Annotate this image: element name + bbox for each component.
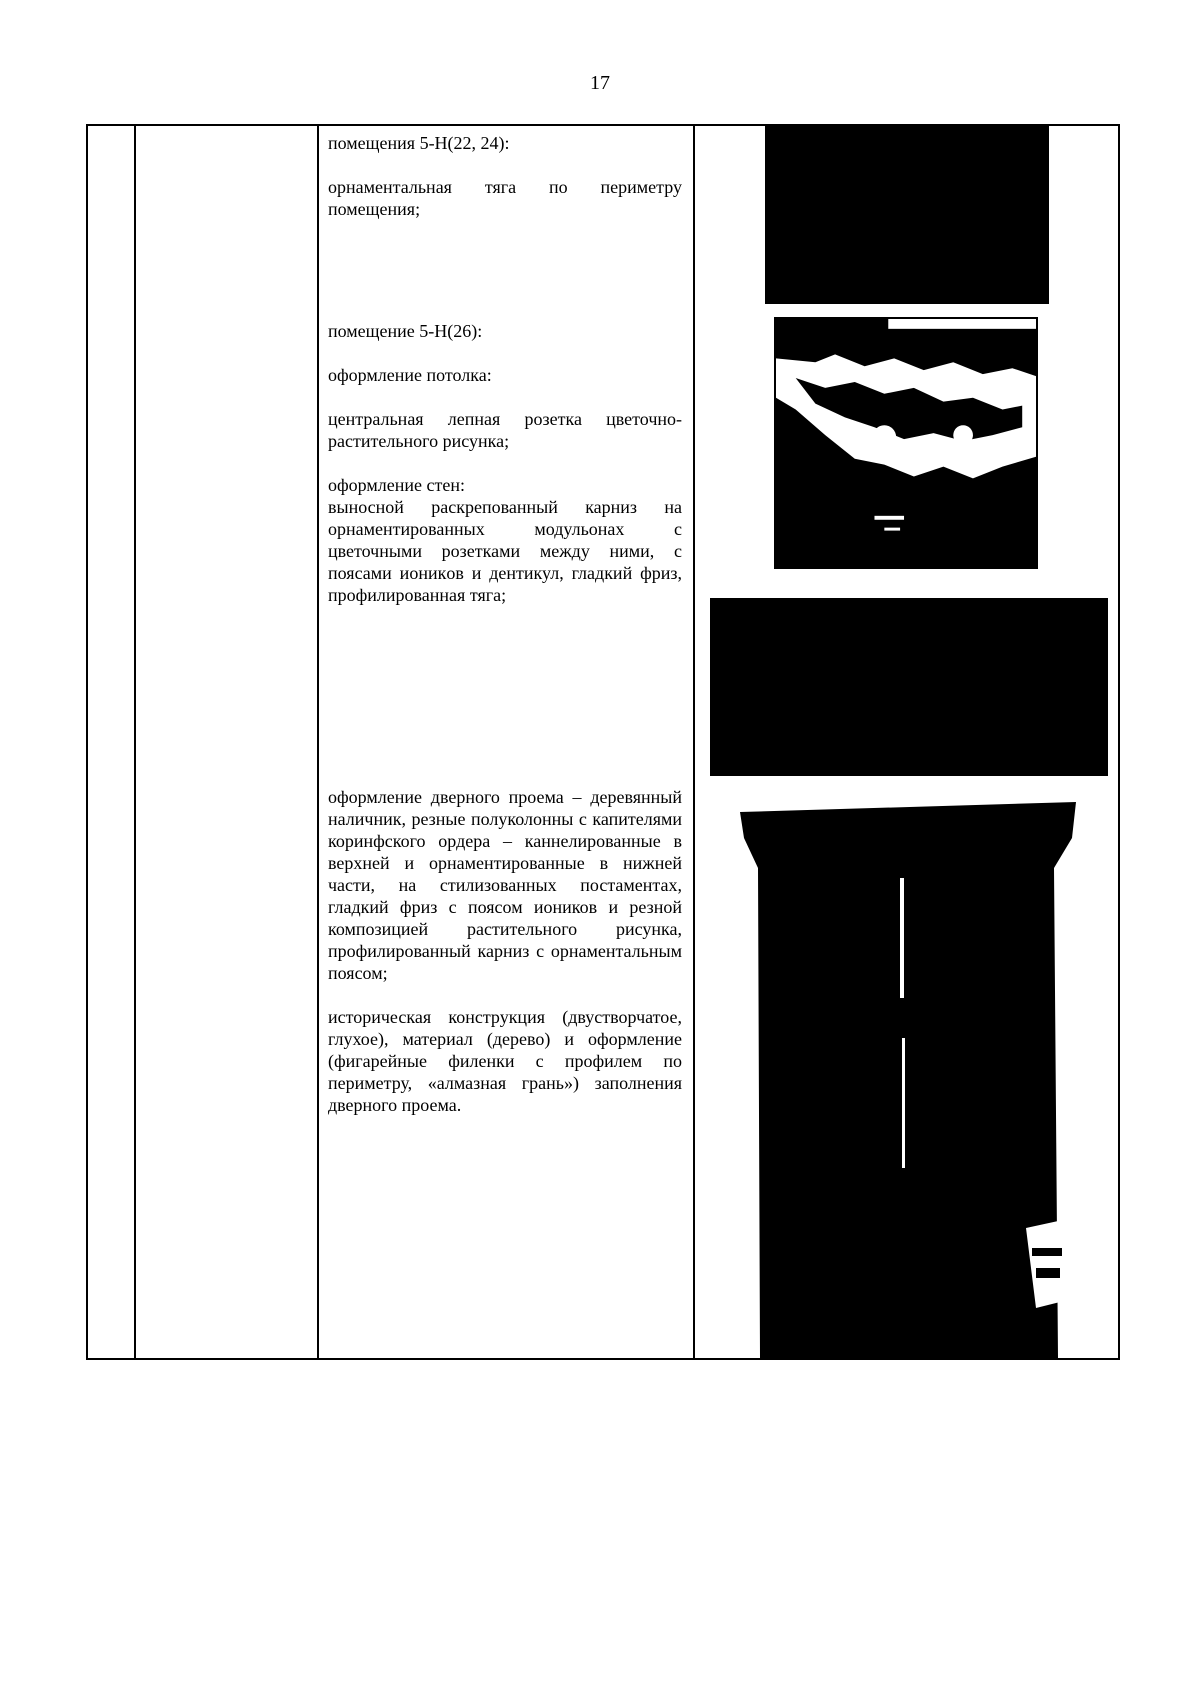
door-decoration-item: оформление дверного проема – деревянный наличник, резные полуколонны с капителями коринфского ордера – каннелированные в верхней и орнаментированные в нижней части, на стилизованных постаментах, гладкий фриз с поясом иоников и резной композицией растительного рисунка, профилированный карниз с орнаментальным поясом;	[328, 787, 682, 983]
section-2-text	[328, 320, 682, 606]
section-1-heading: помещения 5-Н(22, 24):	[328, 133, 510, 153]
section-1-item: орнаментальная тяга по периметру помещения;	[328, 177, 682, 219]
ceiling-heading: оформление потолка:	[328, 365, 492, 385]
section-1-text	[328, 132, 682, 220]
section-2-heading: помещение 5-Н(26):	[328, 321, 483, 341]
photo-doorway	[736, 798, 1080, 1358]
ceiling-item: центральная лепная розетка цветочно-растительного рисунка;	[328, 409, 682, 451]
column-divider-3	[693, 126, 695, 1358]
column-divider-2	[317, 126, 319, 1358]
page-number: 17	[590, 72, 610, 94]
walls-item: выносной раскрепованный карниз на орнаментированных модульонах с цветочными розетками между ними, с поясами ионикoв и дентикул, гладкий фриз, профилированная тяга;	[328, 497, 682, 605]
doorway-image	[736, 798, 1080, 1358]
protected-items-table	[86, 124, 1120, 1360]
ceiling-rosette-image	[776, 319, 1036, 567]
walls-heading: оформление стен:	[328, 475, 465, 495]
photo-ceiling-rosette	[774, 317, 1038, 569]
door-construction-item: историческая конструкция (двустворчатое, глухое), материал (дерево) и оформление (фигарейные филенки с профилем по периметру, «алмазная грань») заполнения дверного проема.	[328, 1007, 682, 1115]
column-divider-1	[134, 126, 136, 1358]
section-3-text	[328, 786, 682, 1116]
photo-cornice	[710, 598, 1108, 776]
photo-molding-rooms-22-24	[765, 124, 1049, 304]
